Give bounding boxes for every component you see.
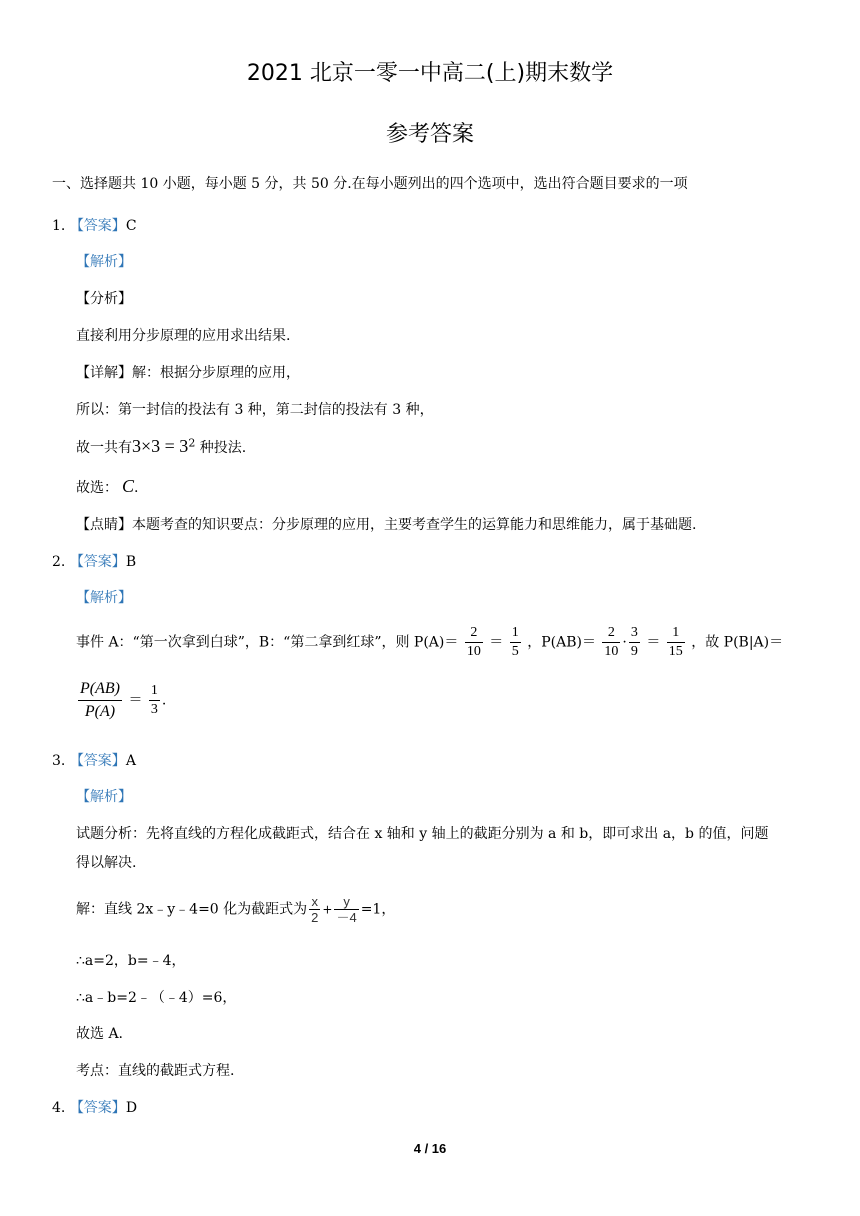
q1-number: 1. — [52, 218, 66, 234]
q1-dianjing-text: 本题考查的知识要点：分步原理的应用，主要考查学生的运算能力和思维能力，属于基础题. — [132, 517, 697, 533]
section-intro: 一、选择题共 10 小题，每小题 5 分，共 50 分.在每小题列出的四个选项中，选出符合题目要求的一项 — [52, 176, 688, 192]
q2-end: . — [161, 692, 167, 709]
q3-answer-line — [52, 750, 136, 770]
q2-analysis-label: 【解析】 — [76, 590, 132, 606]
q3-line4: ∴a=2，b=﹣4， — [76, 953, 186, 969]
q4-answer-label: 【答案】 — [69, 1100, 126, 1116]
q4-number: 4. — [52, 1100, 66, 1116]
q1-line3-post: 种投法. — [195, 440, 247, 456]
q2-conditional-line — [76, 678, 166, 723]
q3-line1: 试题分析：先将直线的方程化成截距式，结合在 x 轴和 y 轴上的截距分别为 a 和 b，即可求出 a，b 的值，问题 — [76, 826, 769, 842]
q2-eq-3: ＝ — [128, 692, 143, 709]
q3-answer-value: A — [125, 753, 136, 769]
q2-frac-pab-2: $\frac{3}{9}$ — [630, 625, 638, 659]
q2-frac-pa: $\frac{2}{10}$ — [466, 625, 481, 659]
q2-answer-line — [52, 551, 136, 571]
q1-fenxi-label: 【分析】 — [76, 291, 132, 307]
q2-frac-pa-simplified: $\frac{1}{5}$ — [511, 625, 519, 659]
q1-line3 — [76, 436, 246, 457]
q2-eq-2: ＝ — [646, 634, 661, 651]
q2-answer-value: B — [125, 554, 137, 570]
q2-formula-line — [76, 624, 783, 661]
q2-eq: ＝ — [489, 634, 504, 651]
q2-answer-label: 【答案】 — [69, 554, 126, 570]
q3-line3-pre: 解：直线 2x﹣y﹣4=0 化为截距式为 — [76, 901, 308, 918]
q1-choose-pre: 故选： — [76, 480, 118, 496]
q1-line2: 所以：第一封信的投法有 3 种，第二封信的投法有 3 种， — [76, 402, 434, 418]
q3-line6: 故选 A. — [76, 1026, 124, 1042]
q3-frac-y: $\frac{y}{-4}$ — [336, 894, 357, 925]
q1-line3-pre: 故一共有 — [76, 440, 132, 456]
q1-xiangjie — [76, 362, 300, 382]
q3-line3-post: =1， — [360, 901, 396, 918]
q1-dianjing-label: 【点睛】 — [76, 517, 132, 533]
page-subtitle: 参考答案 — [385, 122, 474, 147]
q3-number: 3. — [52, 753, 66, 769]
q3-line3 — [76, 894, 395, 925]
q2-text-b: ，P(AB)＝ — [527, 634, 596, 651]
q2-frac-pab-result: $\frac{1}{15}$ — [668, 625, 683, 659]
q3-line7: 考点：直线的截距式方程. — [76, 1063, 235, 1079]
q4-answer-line — [52, 1097, 137, 1117]
q1-analysis-label: 【解析】 — [76, 254, 132, 270]
q1-answer-line — [52, 215, 137, 235]
q2-number: 2. — [52, 554, 66, 570]
q4-answer-value: D — [125, 1100, 138, 1116]
q1-dianjing — [76, 514, 696, 534]
q1-xiangjie-text: 解：根据分步原理的应用， — [132, 365, 300, 381]
q1-answer-label: 【答案】 — [69, 218, 126, 234]
q1-line3-sup: 2 — [188, 436, 196, 450]
q1-choose-post: . — [134, 480, 139, 496]
q3-line5: ∴a﹣b=2﹣（﹣4）=6， — [76, 990, 237, 1006]
q3-line2: 得以解决. — [76, 855, 137, 871]
q2-frac-final: $\frac{1}{3}$ — [150, 683, 158, 717]
page-title: 2021 北京一零一中高二(上)期末数学 — [246, 61, 614, 86]
q3-analysis-label: 【解析】 — [76, 789, 132, 805]
q1-choose — [76, 476, 138, 497]
q1-answer-value: C — [125, 218, 137, 234]
q1-choose-value: C — [122, 476, 135, 496]
q3-plus: + — [322, 902, 333, 917]
q2-dot: · — [622, 634, 627, 651]
q2-text-c: ，故 P(B|A)＝ — [691, 634, 784, 651]
page-number: 4 / 16 — [413, 1141, 447, 1156]
q2-frac-conditional: $\frac{P(AB)}{P(A)}$ — [80, 680, 120, 720]
q1-line3-math: 3×3 = 3 — [132, 436, 189, 456]
q2-text-a: 事件 A：“第一次拿到白球”，B：“第二拿到红球”，则 P(A)＝ — [76, 634, 459, 651]
q2-frac-pab-1: $\frac{2}{10}$ — [604, 625, 619, 659]
q1-xiangjie-label: 【详解】 — [76, 365, 132, 381]
q3-answer-label: 【答案】 — [69, 753, 126, 769]
q3-frac-x: $\frac{x}{2}$ — [311, 894, 319, 925]
q1-fenxi-text: 直接利用分步原理的应用求出结果. — [76, 328, 291, 344]
